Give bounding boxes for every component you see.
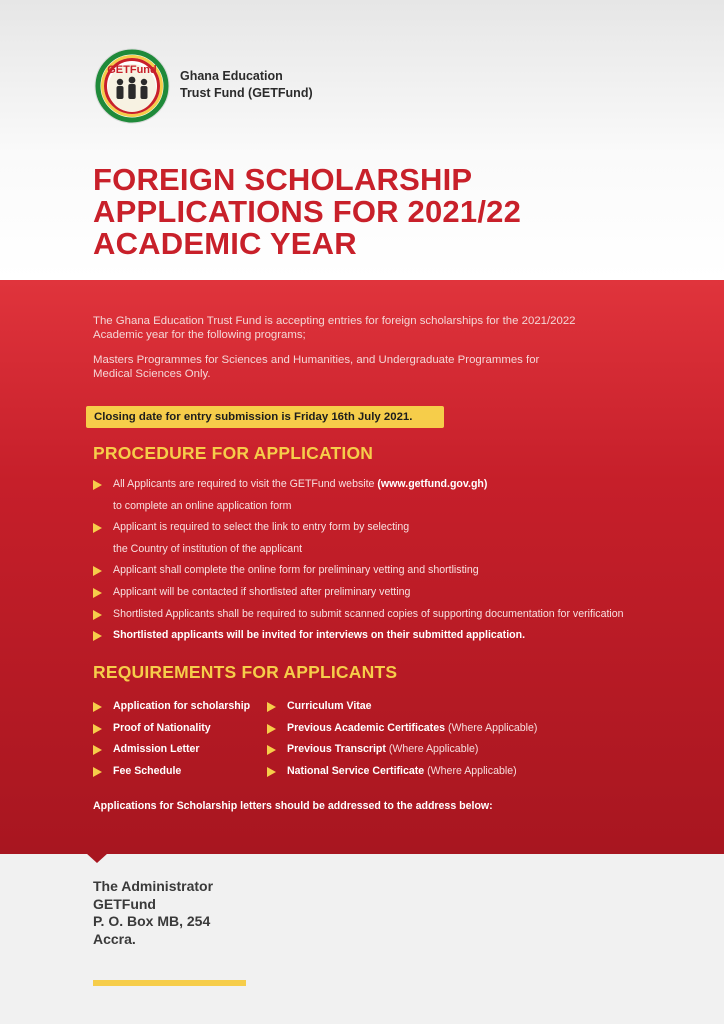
list-item bbox=[93, 604, 693, 626]
closing-date-banner: Closing date for entry submission is Friday 16th July 2021. bbox=[86, 406, 444, 428]
address-line: Accra. bbox=[93, 930, 136, 947]
intro-line: Masters Programmes for Sciences and Humanities, and Undergraduate Programmes for bbox=[93, 354, 540, 366]
page-title bbox=[93, 164, 693, 260]
procedure-list bbox=[93, 474, 693, 647]
item-note: (Where Applicable) bbox=[445, 721, 538, 734]
getfund-logo bbox=[94, 48, 170, 124]
requirements-right-column bbox=[267, 696, 537, 782]
list-item bbox=[267, 761, 537, 783]
list-item bbox=[93, 718, 250, 740]
list-item bbox=[93, 474, 693, 517]
mailing-address bbox=[93, 878, 213, 948]
list-item bbox=[93, 761, 250, 783]
intro-line: The Ghana Education Trust Fund is accepting entries for foreign scholarships for the 2021/2022 bbox=[93, 315, 576, 327]
logo-text: GETFund bbox=[107, 64, 157, 76]
arrow-bullet-icon bbox=[267, 724, 276, 734]
requirements-heading: REQUIREMENTS FOR APPLICANTS bbox=[93, 662, 398, 682]
item-text: Proof of Nationality bbox=[113, 721, 211, 734]
arrow-bullet-icon bbox=[93, 767, 102, 777]
list-item bbox=[93, 739, 250, 761]
address-line: P. O. Box MB, 254 bbox=[93, 913, 211, 929]
item-text: Previous Transcript bbox=[287, 743, 386, 756]
item-text: National Service Certificate bbox=[287, 764, 425, 777]
footer-accent-bar bbox=[93, 980, 246, 986]
title-line: ACADEMIC YEAR bbox=[93, 226, 357, 261]
item-text: Applicant is required to select the link to entry form by selecting bbox=[113, 521, 410, 534]
arrow-bullet-icon bbox=[93, 745, 102, 755]
organization-name bbox=[180, 68, 313, 102]
list-item bbox=[267, 718, 537, 740]
item-text: Shortlisted applicants will be invited for interviews on their submitted application. bbox=[113, 629, 526, 642]
org-line: Trust Fund (GETFund) bbox=[180, 86, 313, 100]
arrow-bullet-icon bbox=[93, 566, 102, 576]
arrow-bullet-icon bbox=[267, 702, 276, 712]
item-note: (Where Applicable) bbox=[385, 743, 479, 756]
arrow-bullet-icon bbox=[267, 767, 276, 777]
procedure-heading: PROCEDURE FOR APPLICATION bbox=[93, 443, 374, 463]
org-line: Ghana Education bbox=[180, 69, 283, 83]
item-text: the Country of institution of the applicant bbox=[113, 542, 303, 555]
band-pointer bbox=[86, 853, 108, 863]
arrow-bullet-icon bbox=[93, 631, 102, 641]
address-line: The Administrator bbox=[93, 878, 214, 894]
arrow-bullet-icon bbox=[93, 523, 102, 533]
address-note: Applications for Scholarship letters should be addressed to the address below: bbox=[93, 800, 493, 812]
item-text: Applicant will be contacted if shortlisted after preliminary vetting bbox=[113, 585, 411, 598]
arrow-bullet-icon bbox=[93, 724, 102, 734]
arrow-bullet-icon bbox=[267, 745, 276, 755]
requirements-left-column bbox=[93, 696, 250, 782]
intro-text bbox=[93, 314, 613, 392]
list-item bbox=[93, 625, 693, 647]
item-text: to complete an online application form bbox=[113, 499, 292, 512]
arrow-bullet-icon bbox=[93, 610, 102, 620]
item-text: Previous Academic Certificates bbox=[287, 721, 445, 734]
list-item bbox=[93, 517, 693, 560]
title-line: FOREIGN SCHOLARSHIP bbox=[93, 162, 473, 197]
arrow-bullet-icon bbox=[93, 480, 102, 490]
item-text: Applicant shall complete the online form for preliminary vetting and shortlisting bbox=[113, 564, 479, 577]
item-text: Admission Letter bbox=[113, 743, 200, 756]
item-note: (Where Applicable) bbox=[424, 764, 517, 777]
list-item bbox=[93, 696, 250, 718]
intro-line: Medical Sciences Only. bbox=[93, 368, 211, 380]
arrow-bullet-icon bbox=[93, 588, 102, 598]
arrow-bullet-icon bbox=[93, 702, 102, 712]
address-line: GETFund bbox=[93, 895, 156, 912]
intro-line: Academic year for the following programs; bbox=[93, 329, 306, 341]
item-text: All Applicants are required to visit the GETFund website bbox=[113, 478, 378, 490]
list-item bbox=[93, 560, 693, 582]
list-item bbox=[93, 582, 693, 604]
intro-paragraph bbox=[93, 314, 613, 342]
item-text: Curriculum Vitae bbox=[287, 700, 372, 712]
list-item bbox=[267, 696, 537, 718]
item-text: Fee Schedule bbox=[113, 764, 182, 777]
title-line: APPLICATIONS FOR 2021/22 bbox=[93, 194, 522, 229]
intro-paragraph bbox=[93, 353, 613, 381]
website-link[interactable]: (www.getfund.gov.gh) bbox=[377, 478, 488, 490]
item-text: Application for scholarship bbox=[113, 700, 251, 712]
list-item bbox=[267, 739, 537, 761]
item-text: Shortlisted Applicants shall be required to submit scanned copies of supporting documentation for verification bbox=[113, 607, 624, 620]
